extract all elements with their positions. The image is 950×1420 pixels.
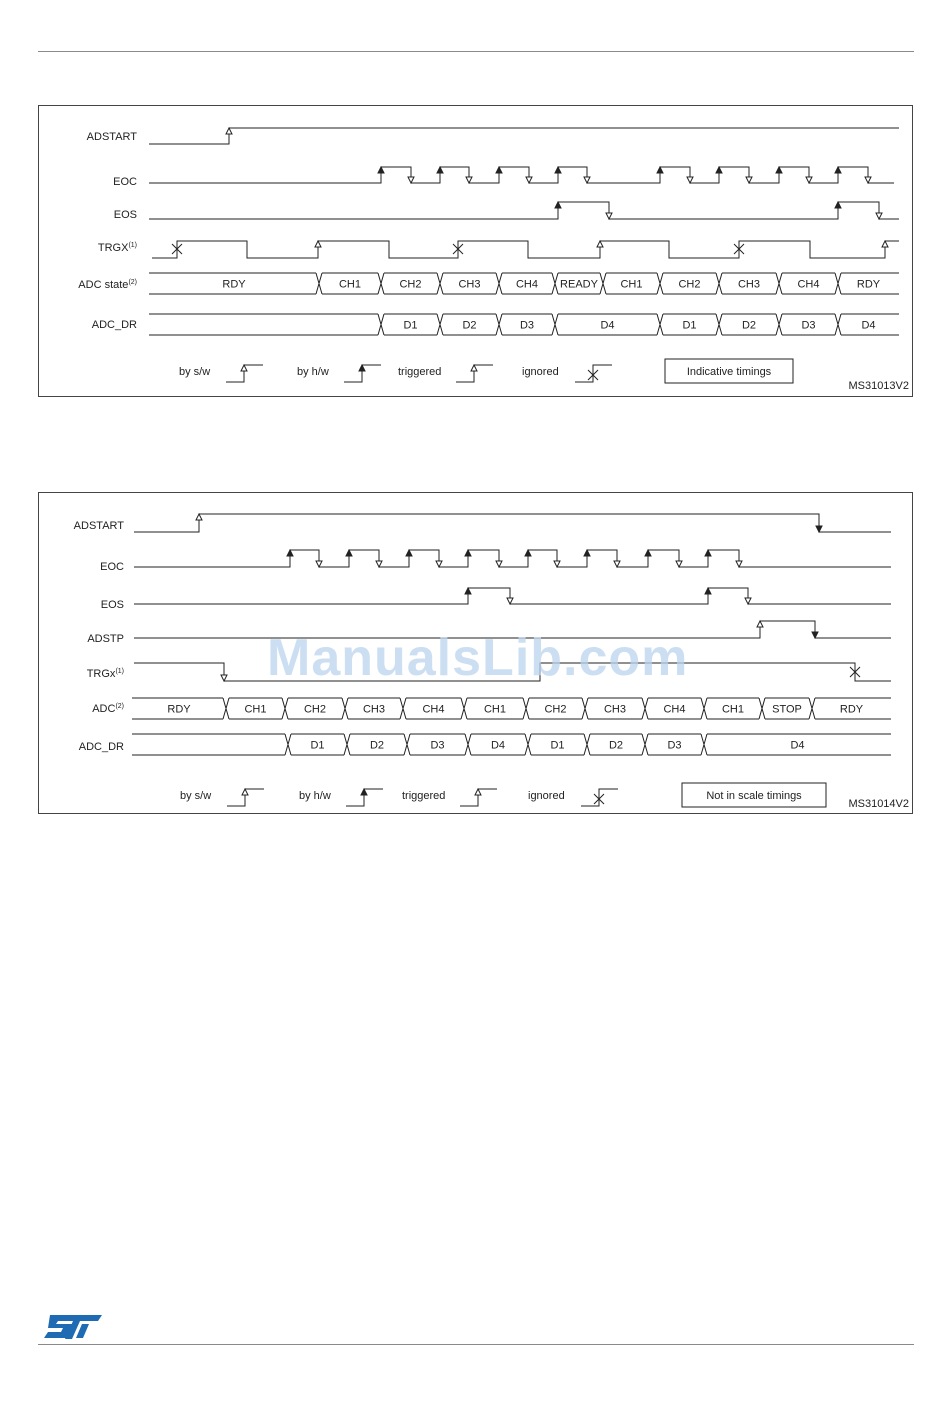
- eoc-hw-set-arrow-icon: [496, 167, 502, 173]
- adc-dr-label: ADC_DR: [91, 319, 137, 331]
- adc-dr-bus-cell: D1: [310, 739, 325, 752]
- eoc-hw-set-arrow-icon: [716, 167, 722, 173]
- eoc-sw-clear-arrow-icon: [584, 177, 590, 183]
- adc-state-bus-cell: READY: [560, 278, 598, 291]
- adc-bus-cell: CH4: [663, 703, 686, 716]
- legend-by-hw-arrow-icon: [361, 789, 367, 795]
- footer-rule: [38, 1344, 914, 1345]
- adc-bus-cell: RDY: [839, 703, 864, 716]
- adc-dr-bus-cell: D4: [490, 739, 506, 752]
- legend-ignored-label: ignored: [522, 366, 559, 378]
- trgx-triggered-arrow-icon: [597, 241, 603, 247]
- adc-state-bus-cell: CH1: [338, 278, 362, 291]
- eoc-sw-clear-arrow-icon: [687, 177, 693, 183]
- legend-by-hw-arrow-icon: [359, 365, 365, 371]
- eoc-sw-clear-arrow-icon: [806, 177, 812, 183]
- adc-state-bus-cell: CH1: [620, 278, 643, 291]
- eos-hw-set-arrow-icon: [465, 588, 471, 594]
- trgx-triggered-arrow-icon: [882, 241, 888, 247]
- eoc-sw-clear-arrow-icon: [736, 561, 742, 567]
- eoc-hw-set-arrow-icon: [378, 167, 384, 173]
- adc-label: ADC$^{(2)}$: [92, 703, 124, 715]
- timing-note-text: Indicative timings: [686, 366, 772, 378]
- adc-state-bus-cell: RDY: [856, 278, 881, 291]
- eoc-hw-set-arrow-icon: [657, 167, 663, 173]
- trgx-label: TRGx$^{(1)}$: [86, 668, 124, 680]
- adstart-waveform: [149, 128, 899, 144]
- adstart-hw-clear-arrow-icon: [816, 526, 822, 532]
- adc-dr-bus-cell: D4: [790, 739, 805, 752]
- adstart-sw-arrow-icon: [226, 128, 232, 134]
- adc-bus-cell: CH3: [362, 703, 386, 716]
- adc-dr-bus-cell: D2: [741, 319, 757, 332]
- adc-dr-bus-cell: D3: [801, 319, 816, 332]
- eoc-hw-set-arrow-icon: [287, 550, 293, 556]
- eoc-hw-set-arrow-icon: [525, 550, 531, 556]
- eoc-sw-clear-arrow-icon: [376, 561, 382, 567]
- eoc-sw-clear-arrow-icon: [408, 177, 414, 183]
- legend-triggered-label: triggered: [402, 790, 446, 802]
- eos-waveform: [149, 202, 899, 219]
- legend-by-sw-arrow-icon: [241, 365, 247, 371]
- adstp-label: ADSTP: [87, 633, 124, 645]
- adc-bus-cell: CH4: [422, 703, 445, 716]
- adc-bus-cell: CH1: [721, 703, 745, 716]
- eoc-sw-clear-arrow-icon: [746, 177, 752, 183]
- eoc-sw-clear-arrow-icon: [316, 561, 322, 567]
- adc-bus-cell: CH2: [303, 703, 327, 716]
- adc-dr-bus-cell: D2: [608, 739, 624, 752]
- eoc-sw-clear-arrow-icon: [614, 561, 620, 567]
- adc-bus-cell: CH2: [544, 703, 567, 716]
- adc-dr-bus-cell: D2: [462, 319, 477, 332]
- eos-sw-clear-arrow-icon: [745, 598, 751, 604]
- adc-dr-bus-cell: D3: [519, 319, 535, 332]
- adstart-label: ADSTART: [86, 131, 137, 143]
- legend-by-hw-label: by h/w: [297, 366, 329, 378]
- timing-note-text: Not in scale timings: [706, 790, 802, 802]
- adc-state-bus-cell: CH4: [515, 278, 539, 291]
- adc-state-bus-cell: CH2: [678, 278, 701, 291]
- figure-id: MS31014V2: [848, 798, 909, 810]
- legend-triggered-arrow-icon: [471, 365, 477, 371]
- eos-hw-set-arrow-icon: [555, 202, 561, 208]
- watermark: ManualsLib.com: [267, 629, 689, 687]
- legend-by-sw-label: by s/w: [180, 790, 212, 802]
- legend-by-sw-label: by s/w: [179, 366, 211, 378]
- eos-sw-clear-arrow-icon: [876, 213, 882, 219]
- eoc-label: EOC: [100, 561, 124, 573]
- adc-dr-bus-outline: [132, 734, 891, 755]
- eoc-hw-set-arrow-icon: [346, 550, 352, 556]
- eoc-hw-set-arrow-icon: [584, 550, 590, 556]
- eoc-hw-set-arrow-icon: [645, 550, 651, 556]
- adc-bus-cell: CH1: [244, 703, 267, 716]
- adc-state-bus-cell: RDY: [222, 278, 246, 291]
- eoc-sw-clear-arrow-icon: [436, 561, 442, 567]
- eos-label: EOS: [113, 209, 137, 221]
- trgx-label: TRGX$^{(1)}$: [97, 242, 137, 254]
- trgx-falling-arrow-icon: [221, 675, 227, 681]
- eoc-waveform: [134, 550, 891, 567]
- legend-triggered-label: triggered: [398, 366, 442, 378]
- eos-sw-clear-arrow-icon: [507, 598, 513, 604]
- eoc-hw-set-arrow-icon: [776, 167, 782, 173]
- adc-bus-cell: RDY: [167, 703, 191, 716]
- adc-state-bus-cell: CH4: [797, 278, 820, 291]
- adc-dr-bus-cell: D1: [403, 319, 418, 332]
- trgx-waveform: [152, 241, 899, 258]
- eoc-hw-set-arrow-icon: [835, 167, 841, 173]
- eoc-sw-clear-arrow-icon: [865, 177, 871, 183]
- eoc-hw-set-arrow-icon: [705, 550, 711, 556]
- legend-by-hw-label: by h/w: [299, 790, 331, 802]
- adstart-label: ADSTART: [73, 520, 124, 532]
- adc-bus-cell: CH3: [603, 703, 627, 716]
- adc-dr-bus-cell: D3: [430, 739, 445, 752]
- adstp-hw-clear-arrow-icon: [812, 632, 818, 638]
- legend-ignored-edge: [581, 789, 618, 806]
- adc-dr-bus-cell: D1: [682, 319, 697, 332]
- adc-state-bus-cell: CH2: [399, 278, 422, 291]
- adc-state-bus-cell: CH3: [458, 278, 481, 291]
- header-rule: [38, 51, 914, 52]
- eoc-hw-set-arrow-icon: [406, 550, 412, 556]
- eoc-sw-clear-arrow-icon: [676, 561, 682, 567]
- legend-ignored-edge: [575, 365, 612, 382]
- st-logo-icon: [44, 1311, 102, 1341]
- adc-dr-label: ADC_DR: [78, 741, 124, 753]
- eoc-sw-clear-arrow-icon: [526, 177, 532, 183]
- eos-sw-clear-arrow-icon: [606, 213, 612, 219]
- adstart-sw-arrow-icon: [196, 514, 202, 520]
- eoc-waveform: [149, 167, 894, 183]
- adc-dr-bus-cell: D1: [550, 739, 565, 752]
- eoc-label: EOC: [113, 176, 137, 188]
- eos-hw-set-arrow-icon: [705, 588, 711, 594]
- eoc-hw-set-arrow-icon: [437, 167, 443, 173]
- adc-dr-bus-cell: D2: [369, 739, 385, 752]
- adc-dr-bus-cell: D4: [861, 319, 876, 332]
- legend-by-sw-arrow-icon: [242, 789, 248, 795]
- adc-dr-bus-cell: D3: [667, 739, 682, 752]
- eos-waveform: [134, 588, 891, 604]
- eos-hw-set-arrow-icon: [835, 202, 841, 208]
- eoc-sw-clear-arrow-icon: [496, 561, 502, 567]
- legend-ignored-label: ignored: [528, 790, 565, 802]
- figure-id: MS31013V2: [848, 380, 909, 392]
- legend-triggered-arrow-icon: [475, 789, 481, 795]
- adc-bus-cell: CH1: [483, 703, 507, 716]
- eoc-hw-set-arrow-icon: [555, 167, 561, 173]
- adstart-waveform: [134, 514, 891, 532]
- timing-diagram-1: [38, 105, 913, 397]
- eoc-hw-set-arrow-icon: [465, 550, 471, 556]
- adstp-sw-arrow-icon: [757, 621, 763, 627]
- adc-bus-cell: STOP: [772, 703, 802, 716]
- timing-diagram-1-svg: [39, 106, 914, 398]
- eoc-sw-clear-arrow-icon: [554, 561, 560, 567]
- trgx-triggered-arrow-icon: [315, 241, 321, 247]
- adc-dr-bus-cell: D4: [600, 319, 615, 332]
- adc-state-label: ADC state$^{(2)}$: [78, 279, 137, 291]
- eoc-sw-clear-arrow-icon: [466, 177, 472, 183]
- eos-label: EOS: [100, 599, 124, 611]
- adc-state-bus-cell: CH3: [737, 278, 761, 291]
